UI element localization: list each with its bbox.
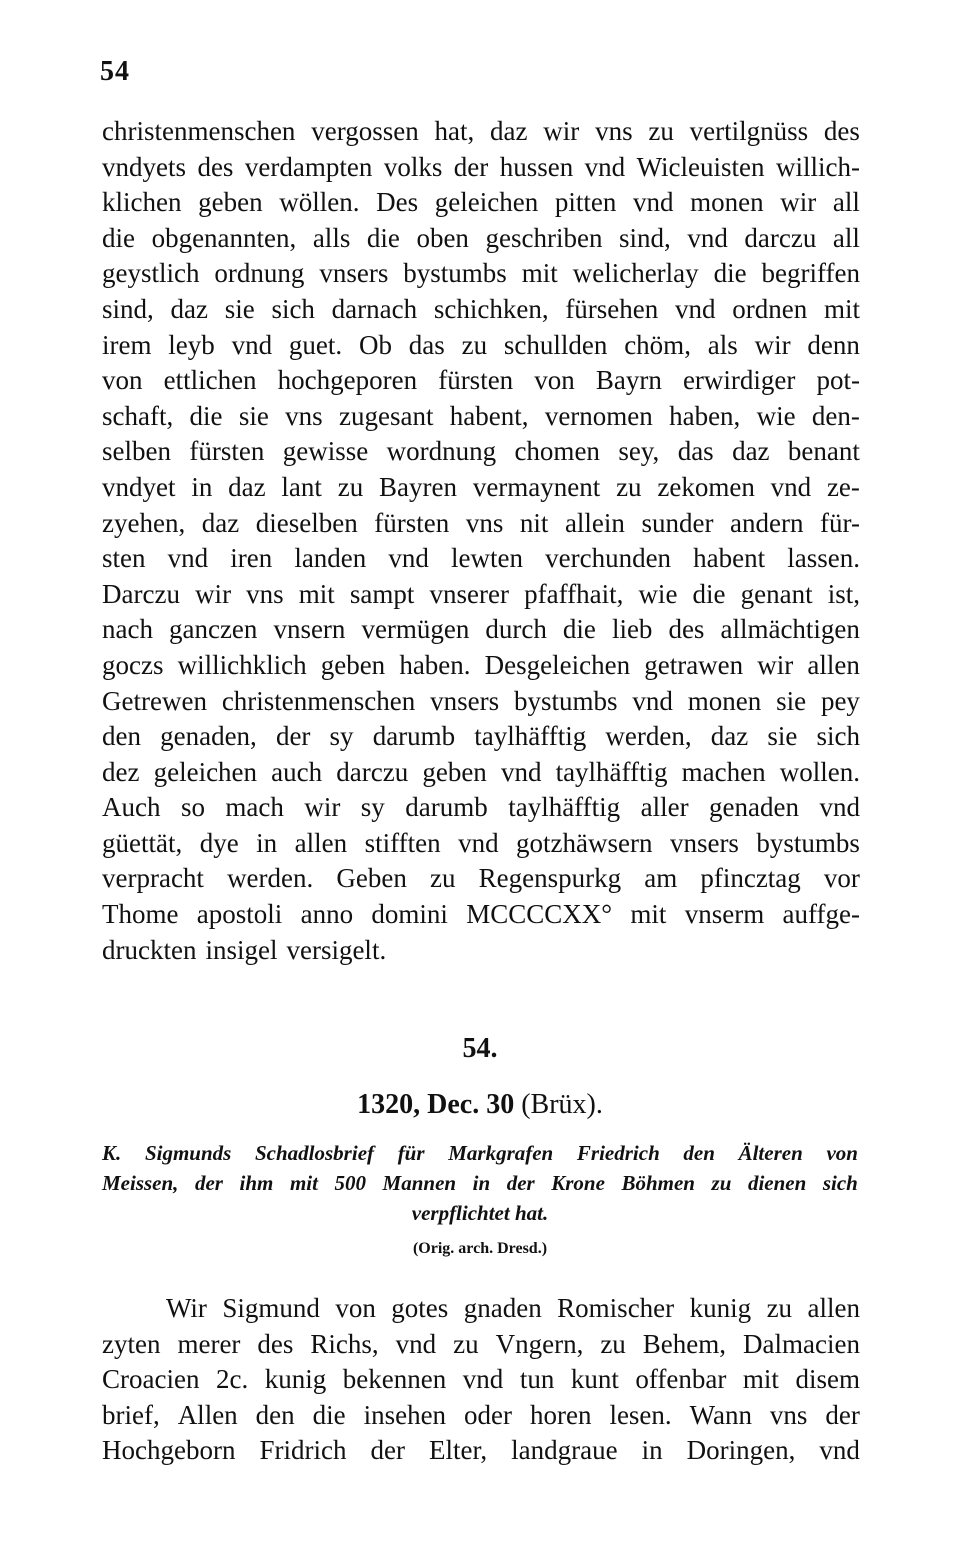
text-line: güettät, dye in allen stifften vnd gotzhäwsern vnsers bystumbs [102,827,860,858]
text-line: Darczu wir vns mit sampt vnserer pfaffhait, wie die genant ist, [102,578,860,609]
text-line: zyehen, daz dieselben fürsten vns nit allein sunder andern für- [102,507,860,538]
text-line: verpflichtet hat. [411,1201,549,1225]
text-line: druckten insigel versigelt. [102,934,387,965]
text-line: Thome apostoli anno domini MCCCCXX° mit vnserm auffge- [102,899,860,930]
text-line: nach ganczen vnsern vermügen durch die lieb des allmächtigen [102,614,860,645]
text-line: von ettlichen hochgeporen fürsten von Bayrn erwirdiger pot- [102,365,860,396]
text-line: schaft, die sie vns zugesant habent, vernomen haben, wie den- [102,400,860,431]
text-line: Wir Sigmund von gotes gnaden Romischer kunig zu allen [166,1293,860,1323]
text-line: irem leyb vnd guet. Ob das zu schullden chöm, als wir denn [102,329,860,360]
text-line: sind, daz sie sich darnach schichken, fürsehen vnd ordnen mit [102,293,860,324]
text-line: selben fürsten gewisse wordnung chomen sey, das daz benant [102,436,860,467]
source-note: (Orig. arch. Dresd.) [412,1240,548,1257]
text-line: K. Sigmunds Schadlosbrief für Markgrafen Friedrich den Älteren von [102,1141,858,1165]
document-number: 54. [462,1033,498,1064]
document-date: 1320, Dec. 30 [357,1089,515,1120]
text-line: den genaden, der sy darumb taylhäfftig werden, daz sie sich [102,721,860,752]
document-date-heading [0,1089,960,1121]
text-line: dez geleichen auch darczu geben vnd taylhäfftig machen wollen. [102,756,860,787]
document-place: (Brüx). [521,1089,603,1120]
main-text-section [102,114,860,968]
text-line: sten vnd iren landen vnd lewten verchunden habent lassen. [102,543,860,574]
text-line: goczs willichklich geben haben. Desgeleichen getrawen wir allen [102,649,860,680]
text-line: Croacien 2c. kunig bekennen vnd tun kunt offenbar mit disem [102,1364,860,1395]
text-line: Hochgeborn Fridrich der Elter, landgraue in Doringen, vnd [102,1435,860,1466]
text-line: vndyets des verdampten volks der hussen vnd Wicleuisten willich- [102,151,860,182]
text-line: Meissen, der ihm mit 500 Mannen in der Krone Böhmen zu dienen sich [102,1171,858,1195]
text-line: brief, Allen den die insehen oder horen lesen. Wann vns der [102,1399,860,1430]
text-line: vndyet in daz lant zu Bayren vermaynent zu zekomen vnd ze- [102,471,860,502]
text-line: Getrewen christenmenschen vnsers bystumbs vnd monen sie pey [102,685,860,716]
document-summary [102,1138,858,1228]
text-line: die obgenannten, alls die oben geschriben sind, vnd darczu all [102,222,860,253]
text-line: geystlich ordnung vnsers bystumbs mit welicherlay die begriffen [102,258,860,289]
text-line: klichen geben wöllen. Des geleichen pitten vnd monen wir all [102,187,860,218]
text-line: christenmenschen vergossen hat, daz wir vns zu vertilgnüss des [102,116,860,146]
text-line: zyten merer des Richs, vnd zu Vngern, zu Behem, Dalmacien [102,1328,860,1359]
document-body-text [102,1291,860,1469]
text-line: verpracht werden. Geben zu Regenspurkg am pfincztag vor [102,863,860,894]
page-number: 54 [100,56,130,87]
text-line: Auch so mach wir sy darumb taylhäfftig aller genaden vnd [102,792,860,823]
